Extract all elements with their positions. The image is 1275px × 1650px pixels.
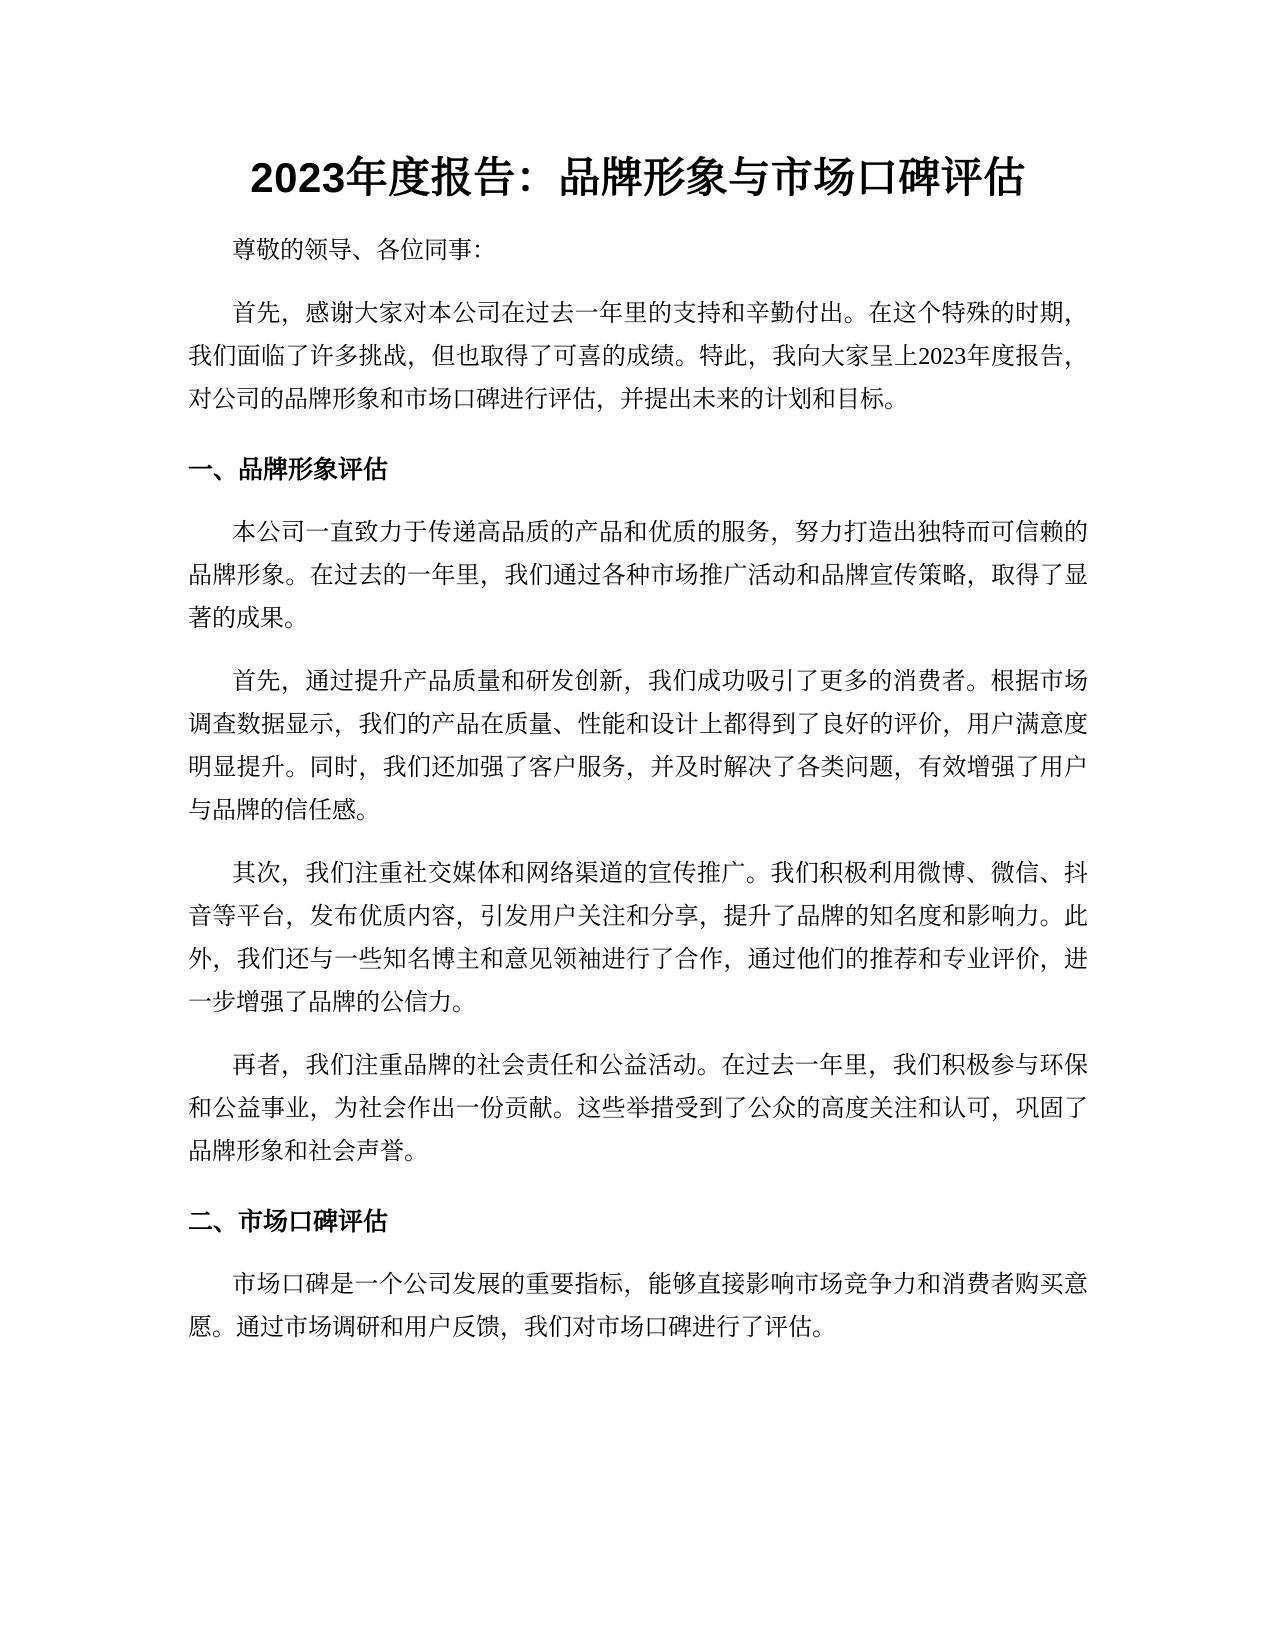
section-heading-market-reputation: 二、市场口碑评估 [188,1208,389,1236]
document-title: 2023年度报告：品牌形象与市场口碑评估 [250,154,1026,201]
document-page [188,148,1088,1370]
section-heading-brand-image: 一、品牌形象评估 [188,456,389,484]
brand-paragraph-3: 其次，我们注重社交媒体和网络渠道的宣传推广。我们积极利用微博、微信、抖音等平台，发布优质内容，引发用户关注和分享，提升了品牌的知名度和影响力。此外，我们还与一些知名博主和意见领袖进行了合作，通过他们的推荐和专业评价，进一步增强了品牌的公信力。 [188,861,1088,1016]
greeting: 尊敬的领导、各位同事： [232,238,496,264]
brand-paragraph-1: 本公司一直致力于传递高品质的产品和优质的服务，努力打造出独特而可信赖的品牌形象。在过去的一年里，我们通过各种市场推广活动和品牌宣传策略，取得了显著的成果。 [188,520,1088,632]
intro-paragraph: 首先，感谢大家对本公司在过去一年里的支持和辛勤付出。在这个特殊的时期，我们面临了许多挑战，但也取得了可喜的成绩。特此，我向大家呈上2023年度报告，对公司的品牌形象和市场口碑进行评估，并提出未来的计划和目标。 [188,301,1088,413]
brand-paragraph-4: 再者，我们注重品牌的社会责任和公益活动。在过去一年里，我们积极参与环保和公益事业，为社会作出一份贡献。这些举措受到了公众的高度关注和认可，巩固了品牌形象和社会声誉。 [188,1053,1088,1165]
market-paragraph-1: 市场口碑是一个公司发展的重要指标，能够直接影响市场竞争力和消费者购买意愿。通过市场调研和用户反馈，我们对市场口碑进行了评估。 [188,1272,1088,1341]
brand-paragraph-2: 首先，通过提升产品质量和研发创新，我们成功吸引了更多的消费者。根据市场调查数据显示，我们的产品在质量、性能和设计上都得到了良好的评价，用户满意度明显提升。同时，我们还加强了客户服务，并及时解决了各类问题，有效增强了用户与品牌的信任感。 [188,669,1088,824]
